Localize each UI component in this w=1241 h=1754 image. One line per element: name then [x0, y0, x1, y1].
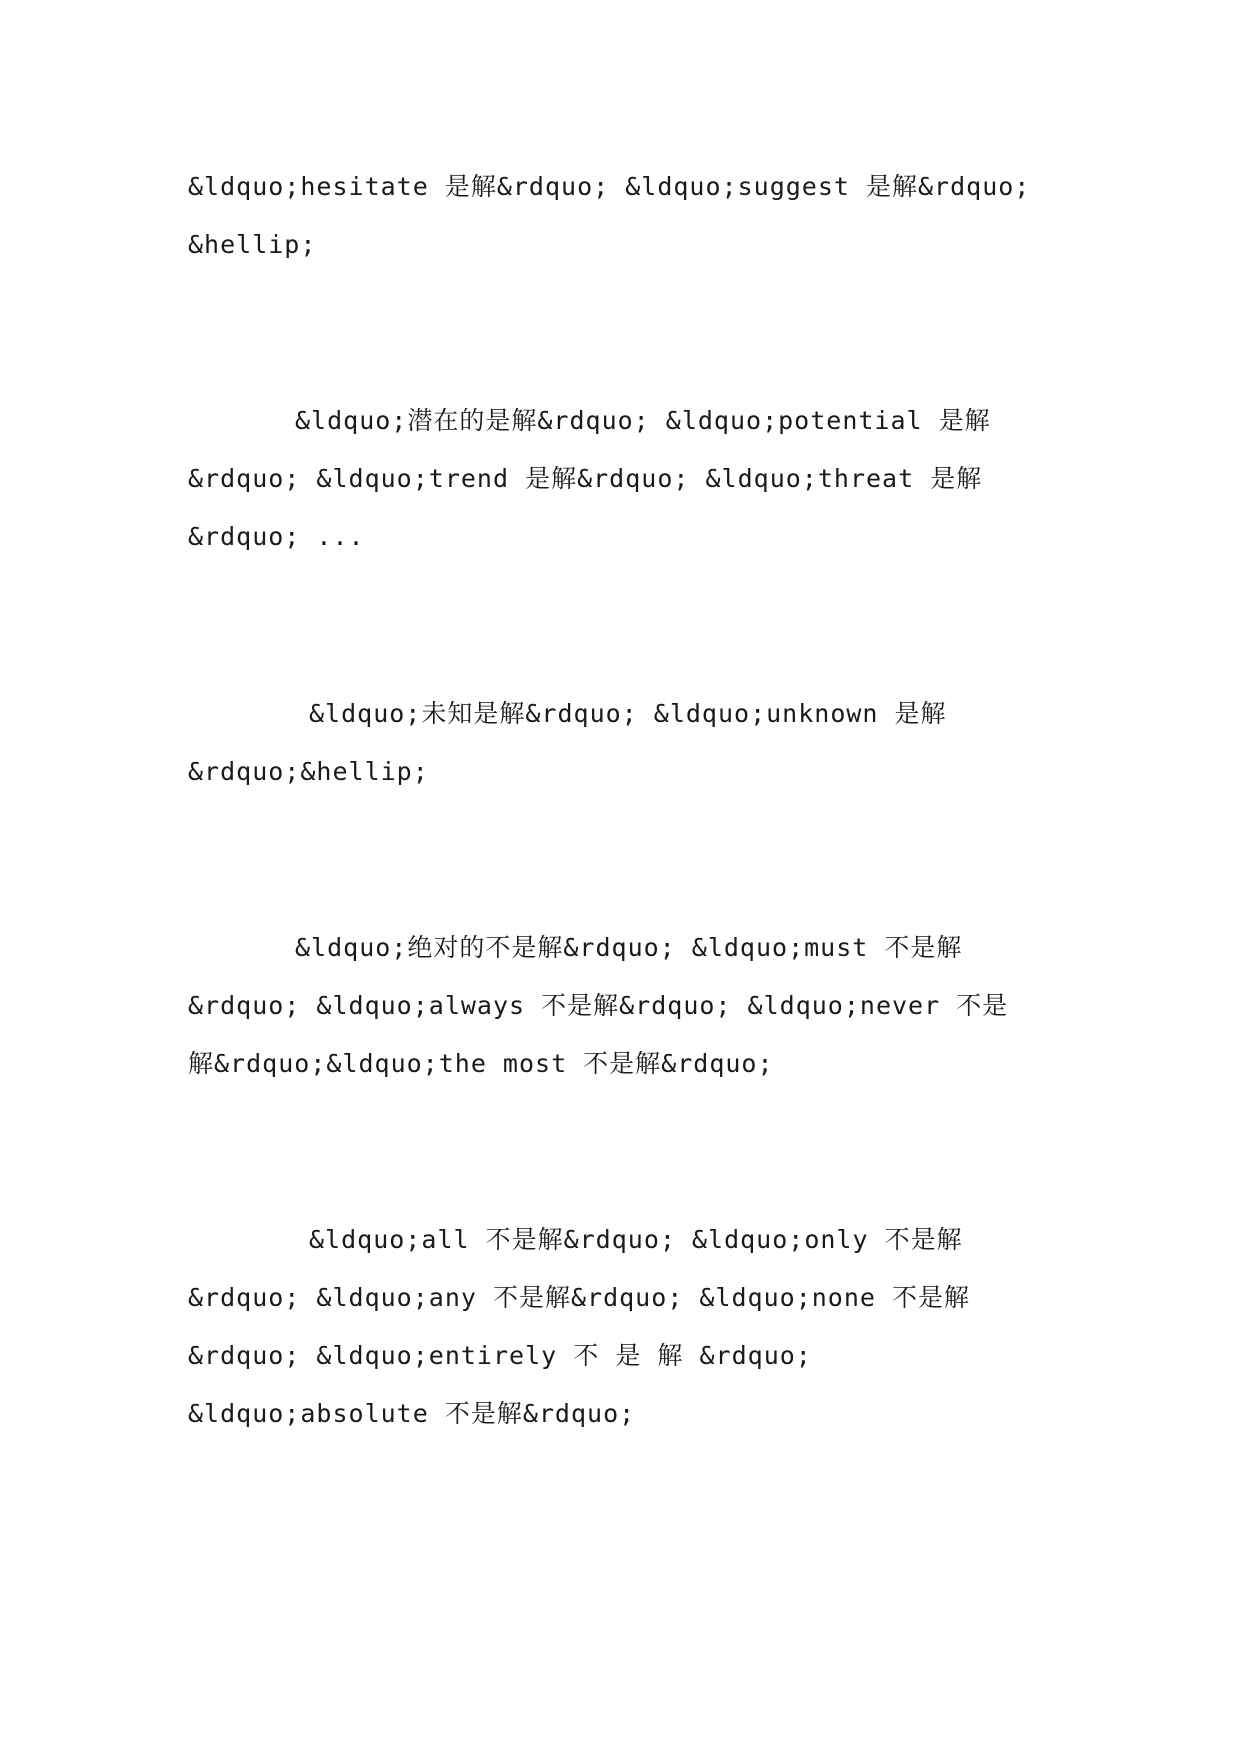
- spread-token: 不: [573, 1341, 600, 1370]
- paragraph-line: &ldquo;hesitate 是解&rdquo; &ldquo;suggest 是解&rdquo;: [188, 172, 1031, 201]
- paragraph-3: [188, 685, 1054, 801]
- spread-token: &rdquo;: [188, 1341, 301, 1370]
- spread-token: &ldquo;entirely: [316, 1341, 558, 1370]
- paragraph-5: [188, 1211, 1054, 1443]
- paragraph-line: &ldquo;absolute 不是解&rdquo;: [188, 1399, 636, 1428]
- paragraph-1: [188, 158, 1054, 274]
- paragraph-line: &rdquo; &ldquo;always 不是解&rdquo; &ldquo;never 不是: [188, 991, 1009, 1020]
- paragraph-line: &ldquo;绝对的不是解&rdquo; &ldquo;must 不是解: [295, 933, 963, 962]
- paragraph-line: &ldquo;未知是解&rdquo; &ldquo;unknown 是解: [309, 699, 947, 728]
- paragraph-line: &ldquo;all 不是解&rdquo; &ldquo;only 不是解: [309, 1225, 963, 1254]
- paragraph-line: &rdquo; &ldquo;any 不是解&rdquo; &ldquo;none 不是解: [188, 1283, 970, 1312]
- paragraph-4: [188, 919, 1054, 1093]
- paragraph-line: &rdquo; &ldquo;trend 是解&rdquo; &ldquo;threat 是解: [188, 464, 983, 493]
- spread-token: &rdquo;: [699, 1341, 812, 1370]
- paragraph-line: &ldquo;潜在的是解&rdquo; &ldquo;potential 是解: [295, 406, 991, 435]
- paragraph-line: &rdquo;&hellip;: [188, 757, 429, 786]
- paragraph-line: &hellip;: [188, 230, 317, 259]
- paragraph-line: &rdquo; ...: [188, 522, 365, 551]
- spread-token: 解: [657, 1341, 684, 1370]
- paragraph-line-spread: [188, 1327, 1054, 1385]
- paragraph-line: 解&rdquo;&ldquo;the most 不是解&rdquo;: [188, 1049, 774, 1078]
- spread-token: 是: [615, 1341, 642, 1370]
- paragraph-2: [188, 392, 1054, 566]
